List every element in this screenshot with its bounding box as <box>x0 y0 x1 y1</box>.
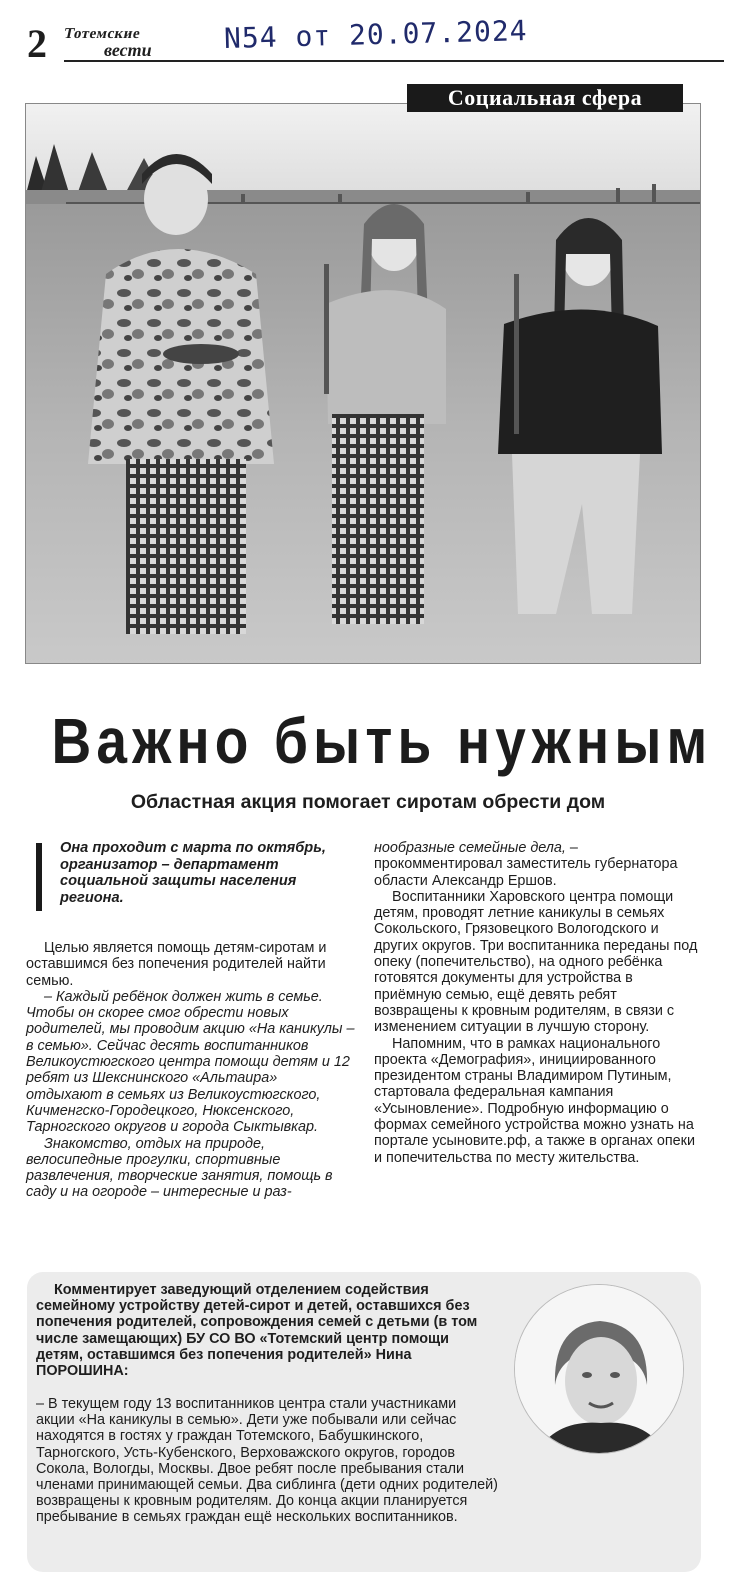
masthead-line-2: вести <box>104 40 152 60</box>
comment-body: – В текущем году 13 воспитанников центра стали участниками акции «На каникулы в семью». Дети уже побывали или сейчас находятся в гостях у граждан Тотемского, Бабушкинского, Тарногского, Усть-Кубенского, Верховажского округов, городов Сокола, Вологды, Москвы. Двое ребят после пребывания стали членами принимающей семьи. Два сиблинга (дети одних родителей) возвращены к кровным родителям. До конца акции планируется пребывание в семьях граждан ещё нескольких воспитанников. <box>36 1396 498 1526</box>
comment-intro: Комментирует заведующий отделением содействия семейному устройству детей-сирот и детей, оставшихся без попечения родителей, сопровождения семей с детьми (в том числе замещающих) БУ СО ВО «Тотемский центр помощи детям, оставшимся без попечения родителей» Нина ПОРОШИНА: <box>36 1282 478 1380</box>
article-column-right <box>374 840 704 1166</box>
header-rule <box>64 60 724 62</box>
quote-paragraph: – Каждый ребёнок должен жить в семье. Чтобы он скорее смог обрести новых родителей, мы проводим акцию «На каникулы – в семью». Сейчас десять воспитанников Великоустюгского центра помощи детям и 12 ребят из Шекснинского «Альтаира» отдыхают в семьях из Великоустюгского, Кичменгско-Городецкого, Нюксенского, Тарногского округов и города Сыктывкар. <box>26 988 355 1136</box>
article-headline: Важно быть нужным <box>51 705 713 777</box>
portrait-illustration <box>515 1285 684 1454</box>
lead-spacer <box>26 840 356 940</box>
article-subheadline: Областная акция помогает сиротам обрести дом <box>130 791 606 813</box>
paragraph: Целью является помощь детям-сиротам и оставшимся без попечения родителей найти семью. <box>26 940 327 989</box>
article-photo <box>25 103 701 664</box>
paragraph: Воспитанники Харовского центра помощи детям, проводят летние каникулы в семьях Сокольского, Грязовецкого Вологодского и других округов. Три воспитанника переданы под опеку (попечительство), на одного ребёнка готовятся документы для устройства в приёмную семью, ещё девять ребят возвращены к кровным родителям, в связи с изменением ситуации в лучшую сторону. <box>374 888 698 1036</box>
section-tag: Социальная сфера <box>407 84 683 112</box>
quote-paragraph: Знакомство, отдых на природе, велосипедные прогулки, спортивные развлечения, творческие занятия, помощь в саду и на огороде – интересные и раз- <box>26 1135 333 1201</box>
article-column-left <box>26 840 356 1201</box>
photo-illustration <box>26 104 701 664</box>
paragraph: Напомним, что в рамках национального проекта «Демография», инициированного президентом страны Владимиром Путиным, стартовала федеральная кампания «Усыновление». Подробную информацию о формах семейного устройства можно узнать на портале усыновите.рф, а также в органах опеки и попечительства по месту жительства. <box>374 1035 696 1166</box>
quote-ending: нообразные семейные дела, <box>374 840 566 856</box>
attribution: – прокомментировал заместитель губернатора области Александр Ершов. <box>374 840 678 889</box>
paragraph <box>374 840 704 889</box>
newspaper-masthead-logo <box>64 22 190 60</box>
article-lead: Она проходит с марта по октябрь, организатор – департамент социальной защиты населения региона. <box>60 840 326 906</box>
handwritten-issue-note: N54 от 20.07.2024 <box>223 14 528 55</box>
page-number: 2 <box>27 21 47 66</box>
masthead-line-1: Тотемские <box>62 26 142 42</box>
portrait-photo <box>514 1284 684 1454</box>
